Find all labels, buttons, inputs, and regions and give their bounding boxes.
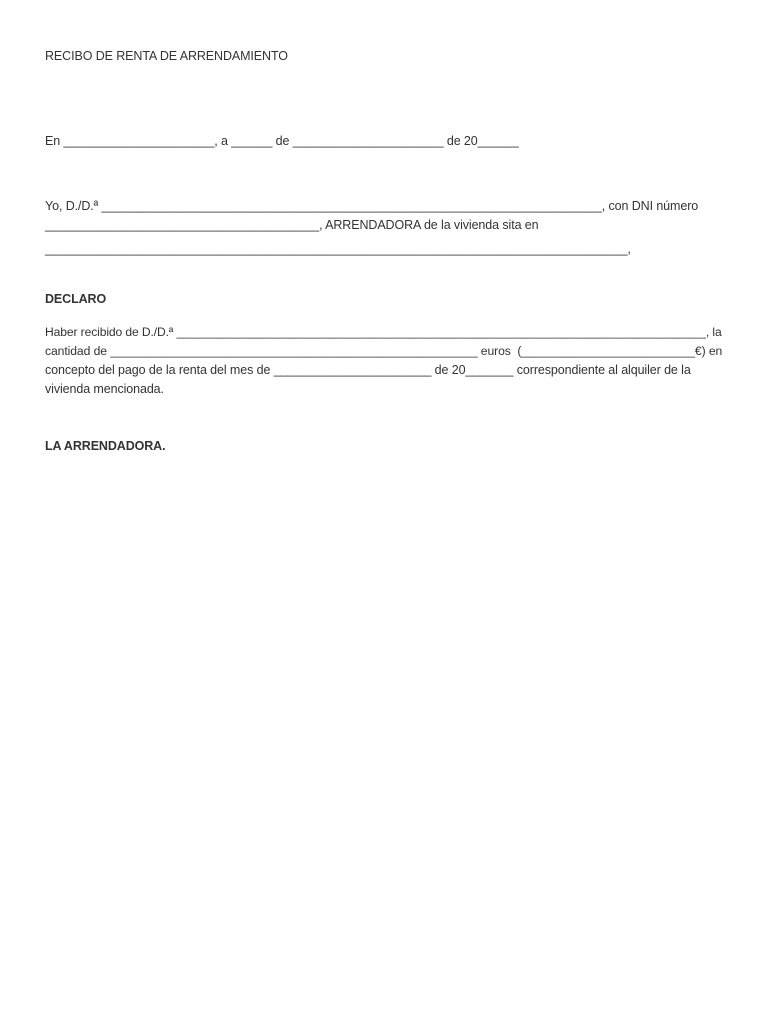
declaration-line-1: Haber recibido de D./D.ª ________________________________________________________________________________, la xyxy=(45,325,722,339)
declaration-heading: DECLARO xyxy=(45,292,107,306)
signature-label: LA ARRENDADORA. xyxy=(45,439,166,453)
declarant-line-2: ________________________________________, ARRENDADORA de la vivienda sita en xyxy=(45,218,539,232)
declaration-line-3: concepto del pago de la renta del mes de _______________________ de 20_______ correspondiente al alquiler de la xyxy=(45,363,691,377)
declaration-line-2: cantidad de _______________________________________________________ euros (__________________________€) en xyxy=(45,344,723,358)
declarant-line-1: Yo, D./D.ª _________________________________________________________________________, con DNI número xyxy=(45,199,699,213)
declarant-line-3: _____________________________________________________________________________________, xyxy=(45,242,631,256)
date-place-line: En ______________________, a ______ de ______________________ de 20______ xyxy=(45,134,519,148)
declaration-line-4: vivienda mencionada. xyxy=(45,382,164,396)
document-title: RECIBO DE RENTA DE ARRENDAMIENTO xyxy=(45,49,288,63)
